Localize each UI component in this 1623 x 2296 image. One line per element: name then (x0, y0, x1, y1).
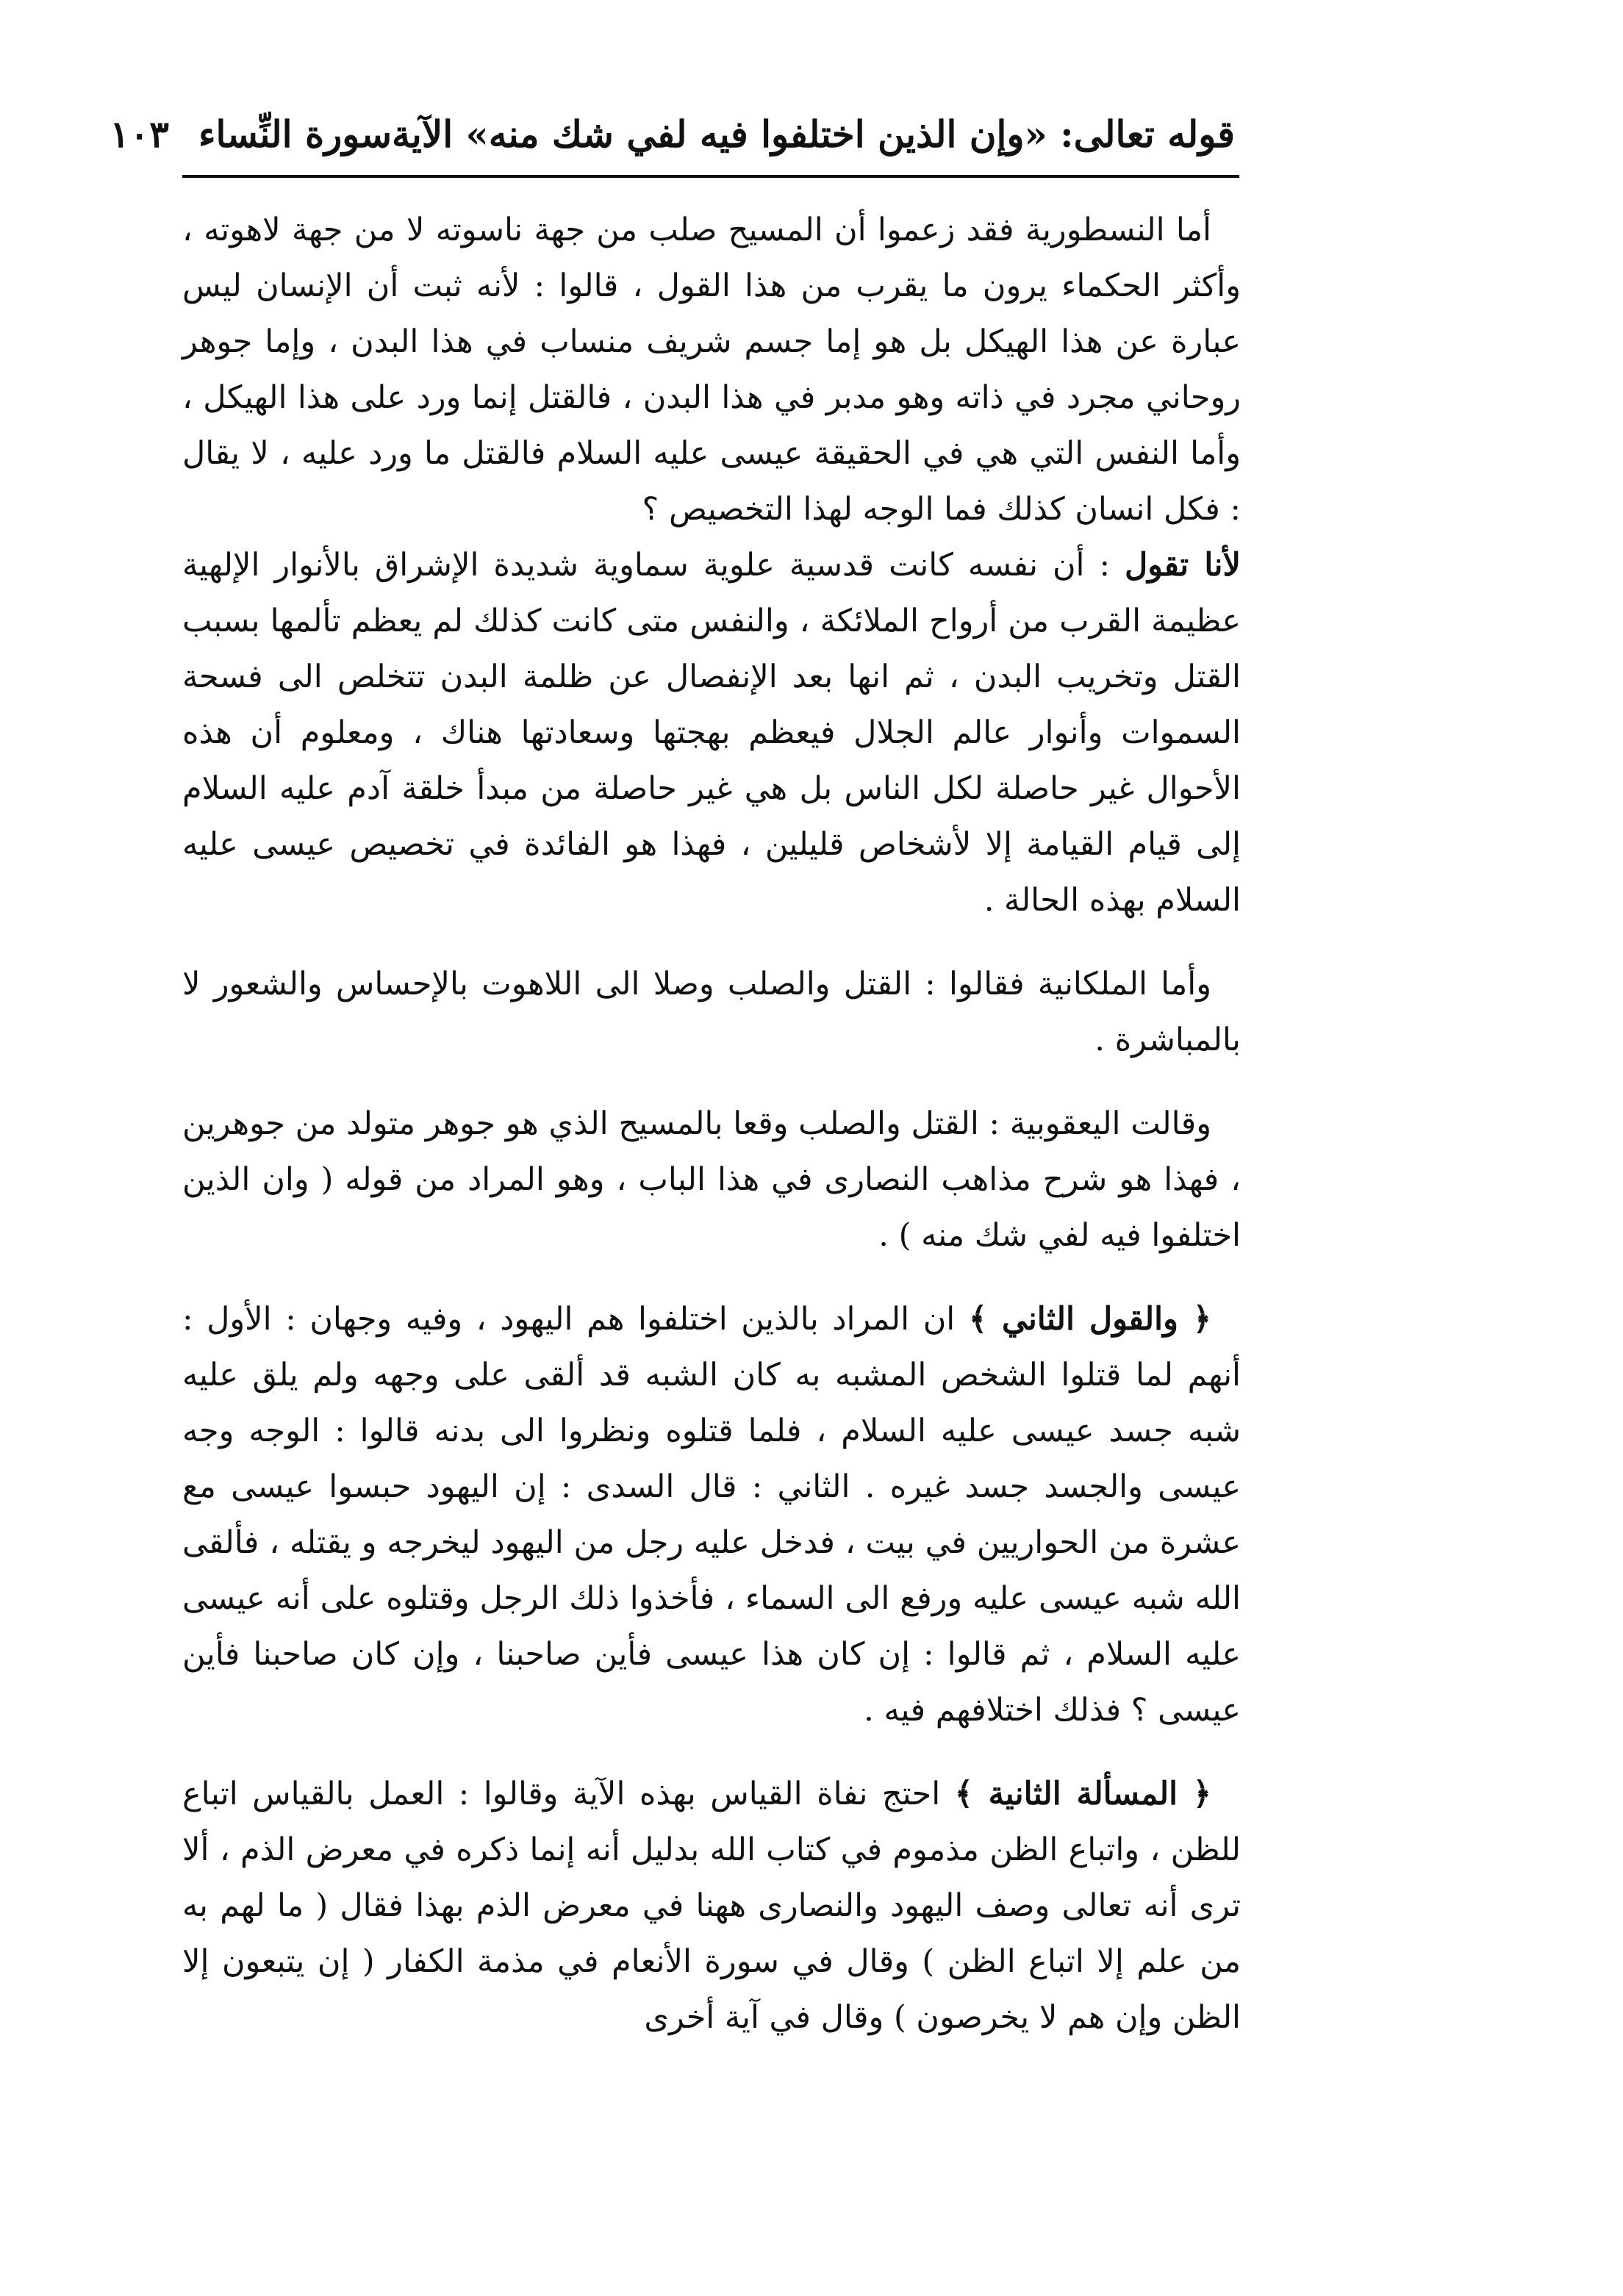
paragraph-second-opinion-lead: ﴿ والقول الثاني ﴾ (968, 1301, 1211, 1338)
paragraph-jacobites (182, 1096, 1241, 1263)
page-number: ١٠٣ (110, 112, 169, 156)
paragraph-second-opinion (182, 1291, 1241, 1738)
paragraph-second-issue-lead: ﴿ المسألة الثانية ﴾ (954, 1776, 1212, 1812)
header-rule (182, 175, 1239, 178)
paragraph-nestorians-text: أما النسطورية فقد زعموا أن المسيح صلب من جهة ناسوته لا من جهة لاهوته ، وأكثر الحكماء يرون ما يقرب من هذا القول ، قالوا : لأنه ثبت أن الإنسان ليس عبارة عن هذا الهيكل بل هو إما جسم شريف منساب في هذا البدن ، وإما جوهر روحاني مجرد في ذاته وهو مدبر في هذا البدن ، فالقتل إنما ورد على هذا الهيكل ، وأما النفس التي هي في الحقيقة عيسى عليه السلام فالقتل ما ورد عليه ، لا يقال : فكل انسان كذلك فما الوجه لهذا التخصيص ؟ (182, 212, 1241, 528)
running-head-surah: سورة النِّساء (198, 112, 393, 156)
running-head (110, 101, 1235, 168)
paragraph-second-issue (182, 1766, 1241, 2045)
paragraph-second-opinion-text: ان المراد بالذين اختلفوا هم اليهود ، وفيه وجهان : الأول : أنهم لما قتلوا الشخص المشبه به كان الشبه قد ألقى على وجهه ولم يلق عليه شبه جسد عيسى عليه السلام ، فلما قتلوه ونظروا الى بدنه قالوا : الوجه وجه عيسى والجسد جسد غيره . الثاني : قال السدى : إن اليهود حبسوا عيسى مع عشرة من الحواريين في بيت ، فدخل عليه رجل من اليهود ليخرجه و يقتله ، فألقى الله شبه عيسى عليه ورفع الى السماء ، فأخذوا ذلك الرجل وقتلوه على أنه عيسى عليه السلام ، ثم قالوا : إن كان هذا عيسى فأين صاحبنا ، وإن كان صاحبنا فأين عيسى ؟ فذلك اختلافهم فيه . (182, 1301, 1241, 1729)
paragraph-jacobites-text: وقالت اليعقوبية : القتل والصلب وقعا بالمسيح الذي هو جوهر متولد من جوهرين ، فهذا هو شرح مذاهب النصارى في هذا الباب ، وهو المراد من قوله ( وان الذين اختلفوا فيه لفي شك منه ) . (182, 1105, 1241, 1254)
paragraph-second-issue-text: احتج نفاة القياس بهذه الآية وقالوا : العمل بالقياس اتباع للظن ، واتباع الظن مذموم في كتاب الله بدليل أنه إنما ذكره في معرض الذم ، ألا ترى أنه تعالى وصف اليهود والنصارى ههنا في معرض الذم بهذا فقال ( ما لهم به من علم إلا اتباع الظن ) وقال في سورة الأنعام في مذمة الكفار ( إن يتبعون إلا الظن وإن هم لا يخرصون ) وقال في آية أخرى (182, 1776, 1241, 2036)
running-head-right (110, 112, 393, 156)
paragraph-nestorians-rest: : أن نفسه كانت قدسية علوية سماوية شديدة الإشراق بالأنوار الإلهية عظيمة القرب من أرواح الملائكة ، والنفس متى كانت كذلك لم يعظم تألمها بسبب القتل وتخريب البدن ، ثم انها بعد الإنفصال عن ظلمة البدن تتخلص الى فسحة السموات وأنوار عالم الجلال فيعظم بهجتها وسعادتها هناك ، ومعلوم أن هذه الأحوال غير حاصلة لكل الناس بل هي غير حاصلة من مبدأ خلقة آدم عليه السلام إلى قيام القيامة إلا لأشخاص قليلين ، فهذا هو الفائدة في تخصيص عيسى عليه السلام بهذه الحالة . (182, 547, 1241, 919)
paragraph-nestorians (182, 202, 1241, 928)
body-text (182, 202, 1241, 2073)
paragraph-melkites-text: وأما الملكانية فقالوا : القتل والصلب وصلا الى اللاهوت بالإحساس والشعور لا بالمباشرة . (182, 966, 1241, 1058)
running-head-title: قوله تعالى: «وإن الذين اختلفوا فيه لفي شك منه» الآية (392, 112, 1235, 156)
paragraph-nestorians-lead: لأنا تقول (1124, 547, 1241, 584)
paragraph-melkites (182, 956, 1241, 1068)
